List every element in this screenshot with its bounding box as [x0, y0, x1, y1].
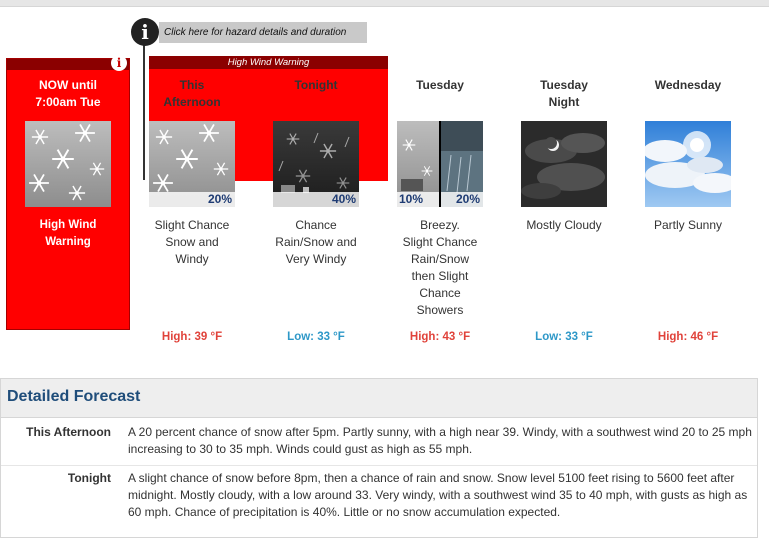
now-hazard-label[interactable] — [7, 217, 129, 251]
detailed-forecast-title: Detailed Forecast — [7, 388, 141, 405]
precip-chance-second: 20% — [441, 192, 483, 207]
short-desc-tuesday — [380, 217, 500, 319]
period-name-line1: Wednesday — [654, 78, 722, 92]
temp-this-afternoon: High: 39 °F — [161, 331, 223, 343]
period-name-line1: Tuesday — [540, 78, 588, 92]
night-cloudy-icon — [521, 121, 607, 207]
precip-chance: 40% — [273, 192, 359, 207]
desc-line: Partly Sunny — [653, 218, 723, 232]
rain-snow-showers-icon — [397, 121, 483, 207]
desc-line: Windy — [175, 252, 209, 266]
snow-icon — [149, 121, 235, 207]
now-warning-box[interactable] — [6, 58, 130, 330]
period-name-wednesday — [633, 77, 743, 94]
row-divider — [1, 465, 757, 466]
period-name-line1: Tuesday — [416, 78, 464, 92]
info-icon[interactable]: i — [111, 55, 127, 71]
info-icon[interactable]: i — [131, 18, 159, 46]
desc-line: then Slight — [411, 269, 469, 283]
hazard-band-title[interactable]: High Wind Warning — [149, 56, 388, 69]
period-name-tuesday — [385, 77, 495, 94]
now-label — [7, 77, 129, 111]
precip-chance: 20% — [149, 192, 235, 207]
desc-line: Showers — [416, 303, 464, 317]
desc-line: Slight Chance — [154, 218, 230, 232]
temp-tonight: Low: 33 °F — [287, 331, 345, 343]
now-hazard-line2: Warning — [45, 236, 91, 248]
night-rain-snow-icon — [273, 121, 359, 207]
period-name-line2: Night — [548, 95, 580, 109]
period-name-line1: This — [179, 78, 205, 92]
period-name-line1: Tonight — [294, 78, 338, 92]
desc-line: Rain/Snow and — [275, 235, 357, 249]
desc-line: Slight Chance — [402, 235, 478, 249]
precip-chance-first: 10% — [397, 192, 439, 207]
top-border — [0, 0, 769, 7]
forecast-row-text: A slight chance of snow before 8pm, then a chance of rain and snow. Snow level 5100 feet rising to 5600 feet after midnight. Mostly cloudy, with a low around 33. Very windy, with a southwest wind 35 to 40 mph, with gusts as high as 60 mph. Chance of precipitation is 40%. Little or no snow accumulation expected. — [128, 471, 748, 519]
desc-line: Chance — [419, 286, 461, 300]
temp-tuesday-night: Low: 33 °F — [535, 331, 593, 343]
period-name-tuesday-night — [509, 77, 619, 111]
desc-line: Mostly Cloudy — [526, 218, 602, 232]
short-desc-this-afternoon — [132, 217, 252, 268]
desc-line: Rain/Snow — [410, 252, 470, 266]
temp-tuesday: High: 43 °F — [409, 331, 471, 343]
partly-sunny-icon — [645, 121, 731, 207]
forecast-row — [1, 424, 757, 464]
forecast-row-label: Tonight — [67, 471, 111, 485]
forecast-row-label: This Afternoon — [26, 425, 111, 439]
now-label-line1: NOW until — [39, 78, 97, 92]
forecast-row — [1, 470, 757, 530]
now-label-line2: 7:00am Tue — [35, 95, 101, 109]
desc-line: Breezy. — [420, 218, 460, 232]
desc-line: Chance — [295, 218, 337, 232]
temp-wednesday: High: 46 °F — [657, 331, 719, 343]
desc-line: Very Windy — [285, 252, 347, 266]
period-name-this-afternoon — [137, 77, 247, 111]
short-desc-tuesday-night — [504, 217, 624, 234]
now-hazard-line1: High Wind — [39, 219, 97, 231]
snow-icon — [25, 121, 111, 207]
detailed-forecast-panel — [0, 378, 758, 538]
detailed-forecast-header — [1, 379, 757, 418]
short-desc-tonight — [256, 217, 376, 268]
period-name-line2: Afternoon — [163, 95, 221, 109]
hazard-details-button[interactable]: Click here for hazard details and duration — [159, 22, 367, 43]
desc-line: Snow and — [165, 235, 219, 249]
short-desc-wednesday — [628, 217, 748, 234]
period-name-tonight — [261, 77, 371, 94]
forecast-row-text: A 20 percent chance of snow after 5pm. Partly sunny, with a high near 39. Windy, with a southwest wind 20 to 25 mph increasing to 30 to 35 mph. Winds could gust as high as 55 mph. — [128, 425, 752, 456]
